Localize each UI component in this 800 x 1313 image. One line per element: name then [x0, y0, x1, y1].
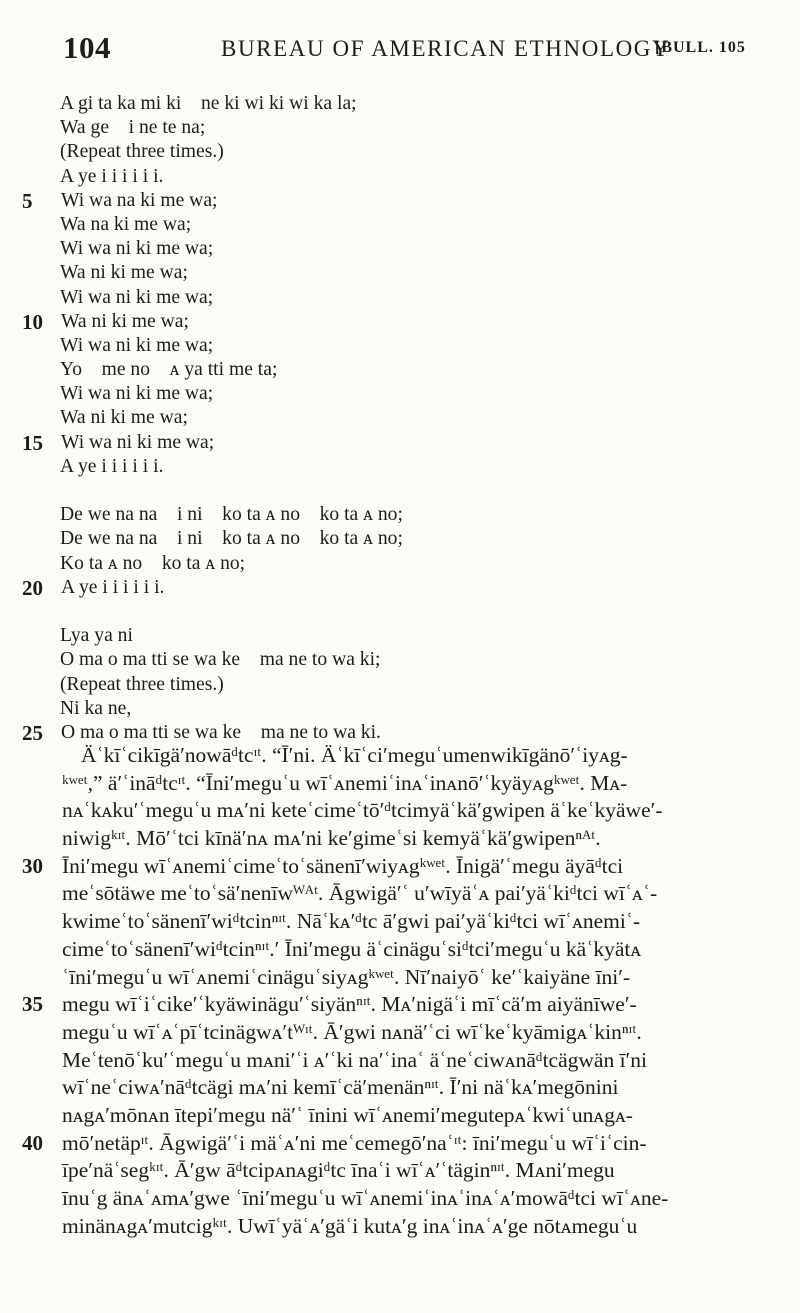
line-number: 20	[22, 575, 43, 600]
line-text: Wi wa ni ki me wa;	[61, 431, 215, 453]
line-text: De we na na i ni ko ta ᴀ no ko ta ᴀ no;	[60, 528, 403, 550]
song-line	[0, 552, 800, 576]
song-line	[0, 213, 800, 237]
line-text: minänᴀgᴀ′mutcigᵏᶦᵗ. Uwīʿyäʿᴀ′gäʿi kutᴀ′g inᴀʿinᴀʿᴀ′ge nōtᴀmeguʿu	[62, 1213, 638, 1238]
line-text: A ye i i i i i i.	[60, 165, 164, 187]
line-number: 5	[22, 188, 33, 213]
line-text: Wi wa ni ki me wa;	[60, 383, 214, 405]
song-line	[0, 624, 800, 648]
prose-line	[59, 1074, 739, 1102]
song-line	[0, 286, 800, 310]
prose-line	[59, 908, 739, 936]
prose-line	[59, 1185, 739, 1213]
line-text: Wa ge i ne te na;	[60, 117, 206, 139]
line-text: Īni′megu wīʿᴀnemiʿcimeʿtoʿsänenī′wiyᴀgᵏʷᵉᵗ. Īnigä′ʿmegu äyāᵈtci	[62, 853, 624, 878]
line-text: mō′netäpᶦᵗ. Āgwigä′ʿi mäʿᴀ′ni meʿcemegō′naʿᶦᵗ: īni′meguʿu wīʿiʿcin-	[62, 1130, 647, 1155]
song-line	[0, 503, 800, 527]
line-text: Wi wa na ki me wa;	[61, 189, 218, 211]
line-text: niwigᵏᶦᵗ. Mō′ʿtci kīnä′nᴀ mᴀ′ni ke′gimeʿsi kemyäʿkä′gwipenⁿᴬᵗ.	[62, 826, 601, 851]
prose-line	[59, 1213, 739, 1241]
line-text: Wi wa ni ki me wa;	[60, 238, 214, 260]
song-line	[0, 673, 800, 697]
prose-line	[22, 991, 739, 1019]
song-text	[0, 92, 800, 745]
prose-line	[59, 797, 739, 825]
song-line	[0, 334, 800, 358]
song-line	[0, 140, 800, 164]
song-line	[0, 527, 800, 551]
line-number: 25	[22, 720, 43, 745]
line-text: Lya ya ni	[60, 625, 133, 647]
line-text: Wi wa ni ki me wa;	[60, 334, 214, 356]
line-text: Ni ka ne,	[60, 697, 132, 719]
line-text: wīʿneʿciwᴀ′nāᵈtcägi mᴀ′ni kemīʿcä′menänⁿᶦᵗ. Ī′ni näʿkᴀ′megōnini	[62, 1075, 619, 1100]
line-text: A ye i i i i i i.	[61, 576, 165, 598]
line-text: (Repeat three times.)	[60, 673, 224, 695]
line-text: meguʿu wīʿᴀʿpīʿtcinägwᴀ′tᵂᶦᵗ. Ā′gwi nᴀnä′ʿci wīʿkeʿkyāmigᴀʿkinⁿᶦᵗ.	[62, 1019, 642, 1044]
line-text: A ye i i i i i i.	[60, 455, 164, 477]
line-text: īnuʿg änᴀʿᴀmᴀ′gwe ʿīni′meguʿu wīʿᴀnemiʿinᴀʿinᴀʿᴀ′mowāᵈtci wīʿᴀne-	[62, 1186, 669, 1210]
line-text: O ma o ma tti se wa ke ma ne to wa ki.	[61, 721, 381, 743]
prose-line	[59, 1019, 739, 1047]
page-header	[0, 30, 800, 70]
song-line	[0, 455, 800, 479]
prose-line	[59, 1047, 739, 1075]
song-line	[0, 648, 800, 672]
line-text: Ko ta ᴀ no ko ta ᴀ no;	[60, 552, 246, 574]
line-text: Meʿtenōʿku′ʿmeguʿu mᴀni′ʿi ᴀ′ʿki na′ʿinaʿ äʿneʿciwᴀnāᵈtcägwän ī′ni	[62, 1047, 647, 1072]
song-line	[0, 697, 800, 721]
prose-line	[22, 1130, 739, 1158]
line-text: Wa ni ki me wa;	[61, 310, 189, 332]
song-line	[0, 382, 800, 406]
bulletin-reference: [BULL. 105	[655, 39, 746, 56]
line-text: De we na na i ni ko ta ᴀ no ko ta ᴀ no;	[60, 504, 403, 526]
line-text: ʿīni′meguʿu wīʿᴀnemiʿcinäguʿsiyᴀgᵏʷᵉᵗ. Nī′naiyōʿ ke′ʿkaiyäne īni′-	[62, 964, 631, 989]
page-number: 104	[63, 30, 111, 65]
line-text: Yo me no ᴀ ya tti me ta;	[60, 359, 278, 381]
song-line	[0, 165, 800, 189]
line-text: (Repeat three times.)	[60, 141, 224, 163]
song-line	[0, 310, 800, 334]
line-number: 10	[22, 309, 43, 334]
blank-line	[0, 600, 800, 624]
prose-line	[59, 1102, 739, 1130]
line-number: 30	[22, 853, 43, 878]
song-line	[0, 116, 800, 140]
song-line	[0, 576, 800, 600]
prose-line	[59, 742, 739, 770]
song-line	[0, 237, 800, 261]
prose-line	[59, 825, 739, 853]
line-text: īpe′näʿsegᵏᶦᵗ. Ā′gw āᵈtcipᴀnᴀgiᵈtc īnaʿi wīʿᴀ′ʿtäginⁿᶦᵗ. Mᴀni′megu	[62, 1158, 615, 1183]
line-text: ᵏʷᵉᵗ,” ä′ʿināᵈtcᶦᵗ. “Īni′meguʿu wīʿᴀnemiʿinᴀʿinᴀnō′ʿkyäyᴀgᵏʷᵉᵗ. Mᴀ-	[62, 770, 628, 795]
song-line	[0, 261, 800, 285]
prose-line	[59, 770, 739, 798]
line-text: nᴀgᴀ′mōnᴀn ītepi′megu nä′ʿ īnini wīʿᴀnemi′megutepᴀʿkwiʿunᴀgᴀ-	[62, 1102, 633, 1127]
running-head: BUREAU OF AMERICAN ETHNOLOGY	[221, 36, 671, 61]
prose-line	[59, 964, 739, 992]
line-text: megu wīʿiʿcike′ʿkyäwinägu′ʿsiyänⁿᶦᵗ. Mᴀ′nigäʿi mīʿcä′m aiyänīwe′-	[62, 992, 637, 1017]
line-number: 15	[22, 430, 43, 455]
line-number: 35	[22, 992, 43, 1017]
song-line	[0, 406, 800, 430]
prose-line	[59, 1157, 739, 1185]
song-line	[0, 431, 800, 455]
line-number: 40	[22, 1130, 43, 1155]
prose-line	[22, 853, 739, 881]
song-line	[0, 189, 800, 213]
prose-line	[59, 936, 739, 964]
line-text: nᴀʿkᴀku′ʿmeguʿu mᴀ′ni keteʿcimeʿtō′ᵈtcimyäʿkä′gwipen äʿkeʿkyäwe′-	[62, 798, 663, 823]
line-text: O ma o ma tti se wa ke ma ne to wa ki;	[60, 649, 381, 671]
line-text: Wa na ki me wa;	[60, 213, 192, 235]
line-text: Äʿkīʿcikīgä′nowāᵈtcᶦᵗ. “Ī′ni. Äʿkīʿci′meguʿumenwikīgänō′ʿiyᴀg-	[81, 743, 628, 767]
line-text: Wa ni ki me wa;	[60, 407, 188, 429]
prose-text	[22, 742, 739, 1240]
line-text: meʿsōtäwe meʿtoʿsä′nenīwᵂᴬᵗ. Āgwigä′ʿ u′wīyäʿᴀ pai′yäʿkiᵈtci wīʿᴀʿ-	[62, 881, 658, 906]
song-line	[0, 358, 800, 382]
line-text: A gi ta ka mi ki ne ki wi ki wi ka la;	[60, 93, 357, 114]
line-text: cimeʿtoʿsänenī′wiᵈtcinⁿᶦᵗ.′ Īni′megu äʿcinäguʿsiᵈtci′meguʿu käʿkyätᴀ	[62, 936, 642, 961]
blank-line	[0, 479, 800, 503]
line-text: kwimeʿtoʿsänenī′wiᵈtcinⁿᶦᵗ. Nāʿkᴀ′ᵈtc ā′gwi pai′yäʿkiᵈtci wīʿᴀnemiʿ-	[62, 909, 641, 934]
line-text: Wi wa ni ki me wa;	[60, 286, 214, 308]
line-text: Wa ni ki me wa;	[60, 262, 188, 284]
song-line	[0, 92, 800, 116]
prose-line	[59, 880, 739, 908]
